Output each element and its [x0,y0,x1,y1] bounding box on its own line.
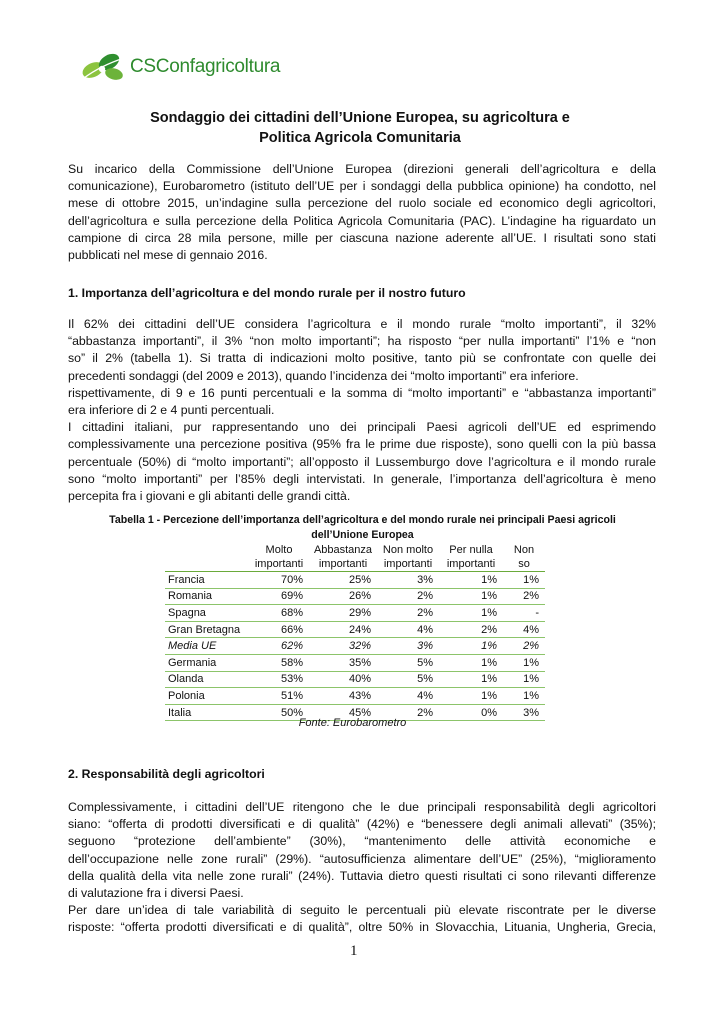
text-line: Il 62% dei cittadini dell’UE considera l’agricoltura e il mondo rurale “molto importanti”, il 32% [68,317,656,331]
leaf-logo-icon [80,50,128,84]
table-caption-line-2: dell’Unione Europea [311,529,414,541]
table-cell-value: 2% [377,588,439,605]
table-cell-value: 53% [249,671,309,688]
text-line: dell’occupazione nelle zone rurali” (29%). “autosufficienza alimentare dell’UE” (25%), “miglioramento [68,851,656,866]
perception-table [165,543,545,721]
text-line: percentuale (50%) di “molto importanti”; all’opposto il Lussemburgo dove l’agricoltura e il mondo rurale [68,454,656,469]
table-cell-value: 68% [249,605,309,622]
table-cell-country: Italia [165,704,249,721]
table-cell-value: 35% [309,654,377,671]
intro-paragraph [68,161,656,264]
section-2-heading: 2. Responsabilità degli agricoltori [68,767,265,781]
table-row [165,621,545,638]
table-cell-country: Gran Bretagna [165,621,249,638]
table-row [165,588,545,605]
table-row [165,671,545,688]
table-cell-value: 1% [439,688,503,705]
text-line: rispettivamente, di 9 e 16 punti percentuali e la somma di “molto importanti” e “abbastanza importanti” [68,385,656,400]
text-line: risposte: “offerta prodotti diversificati e di qualità”, oltre 50% in Slovacchia, Lituania, Ungheria, Grecia, [68,920,656,935]
text-line: Per dare un’idea di tale variabilità di seguito le percentuali più elevate riscontrate per le diverse [68,903,656,918]
table-cell-value: 40% [309,671,377,688]
table-cell-value: 4% [377,621,439,638]
table-cell-value: 45% [309,704,377,721]
table-row [165,654,545,671]
text-line: Su incarico della Commissione dell’Unione Europea (direzioni generali dell’agricoltura e della [68,162,656,176]
table-cell-value: 1% [439,572,503,589]
table-cell-value: 51% [249,688,309,705]
table-cell-value: - [503,605,545,622]
logo-text: CSConfagricoltura [130,56,281,77]
table-cell-value: 3% [377,572,439,589]
text-line: dell’agricoltura e sulla percezione della Politica Agricola Comunitaria (PAC). L’indagine ha riguardato un [68,213,656,228]
table-cell-value: 1% [503,654,545,671]
section-1-paragraph [68,316,656,505]
table-header-cell: Molto importanti [249,543,309,572]
table-cell-value: 2% [439,621,503,638]
title-line-2: Politica Agricola Comunitaria [259,130,461,146]
table-cell-value: 1% [439,605,503,622]
table-cell-country: Olanda [165,671,249,688]
table-cell-country: Romania [165,588,249,605]
table-header-cell: Non molto importanti [377,543,439,572]
table-cell-value: 29% [309,605,377,622]
text-line: mese di ottobre 2015, un’indagine sulla percezione del ruolo sociale ed economico degli agricoltori, [68,196,656,211]
table-cell-country: Spagna [165,605,249,622]
table-cell-value: 0% [439,704,503,721]
text-line: sono “molto importanti” per l’85% degli intervistati. In generale, l’importanza dell’agricoltura è meno [68,471,656,486]
table-row [165,572,545,589]
table-cell-value: 4% [377,688,439,705]
table-cell-value: 24% [309,621,377,638]
text-line: pubblicati nel mese di gennaio 2016. [68,247,268,262]
text-line: precedenti sondaggi (del 2009 e 2013), quando l’incidenza dei “molto importanti” era inferiore. [68,368,579,383]
text-line: so” il 2% (tabella 1). Si tratta di indicazioni molto positive, tanto più se confrontate con quelle dei [68,351,656,366]
table-cell-value: 1% [439,638,503,655]
text-line: di valutazione fra i diversi Paesi. [68,885,244,900]
text-line: “abbastanza importanti”, il 3% “non molto importanti”; ha risposto “per nulla importanti” l’1% e “non [68,334,656,349]
table-cell-value: 4% [503,621,545,638]
table-header-cell: Abbastanza importanti [309,543,377,572]
table-cell-value: 1% [503,572,545,589]
text-line: percepita fra i giovani e gli abitanti delle grandi città. [68,488,351,503]
table-cell-value: 1% [503,671,545,688]
table-cell-value: 2% [377,704,439,721]
section-1-heading: 1. Importanza dell’agricoltura e del mondo rurale per il nostro futuro [68,286,466,300]
table-cell-value: 1% [439,588,503,605]
table-cell-value: 26% [309,588,377,605]
table-header-cell: Per nulla importanti [439,543,503,572]
table-cell-value: 66% [249,621,309,638]
section-2-paragraph [68,799,656,937]
text-line: della qualità della vita nelle zone rurali” (24%). Tuttavia dietro questi risultati ci sono rilevanti differenze [68,868,656,883]
table-header-row [165,543,545,572]
logo [80,50,280,84]
text-line: siano: “offerta di prodotti diversificati e di qualità” (42%) e “benessere degli animali allevati” (35%); [68,817,656,832]
text-line: campione di circa 28 mila persone, mille per ciascuna nazione aderente all’UE. I risultati sono stati [68,230,656,245]
table-caption-line-1: Tabella 1 - Percezione dell’importanza dell’agricoltura e del mondo rurale nei principali Paesi agricoli [109,514,616,526]
text-line: complessivamente una percezione positiva (95% fra le prime due risposte), sono quelli con la più bassa [68,437,656,452]
table-cell-value: 1% [439,671,503,688]
table-cell-value: 50% [249,704,309,721]
table-row [165,688,545,705]
table-cell-value: 1% [503,688,545,705]
document-title [80,108,640,148]
table-cell-value: 62% [249,638,309,655]
table-cell-value: 43% [309,688,377,705]
table-header-country [165,543,249,572]
table-cell-value: 5% [377,654,439,671]
table-cell-value: 3% [377,638,439,655]
table-cell-value: 2% [503,638,545,655]
text-line: era inferiore di 2 e 4 punti percentuali. [68,402,275,417]
table-cell-value: 25% [309,572,377,589]
table-source: Fonte: Eurobarometro [298,717,407,729]
table-cell-value: 70% [249,572,309,589]
table-cell-country: Media UE [165,638,249,655]
text-line: I cittadini italiani, pur rappresentando uno dei principali Paesi agricoli dell’UE ed esprimendo [68,420,656,435]
table-row [165,638,545,655]
table-cell-value: 69% [249,588,309,605]
title-line-1: Sondaggio dei cittadini dell’Unione Europea, su agricoltura e [150,110,570,126]
table-row [165,605,545,622]
table-cell-value: 2% [503,588,545,605]
table-cell-country: Francia [165,572,249,589]
table-cell-country: Polonia [165,688,249,705]
page-number: 1 [350,943,358,959]
text-line: comunicazione), Eurobarometro (istituto dell’UE per i sondaggi della pubblica opinione) ha condotto, nel [68,179,656,194]
table-cell-value: 58% [249,654,309,671]
table-cell-country: Germania [165,654,249,671]
table-cell-value: 5% [377,671,439,688]
table-cell-value: 1% [439,654,503,671]
table-cell-value: 32% [309,638,377,655]
table-cell-value: 3% [503,704,545,721]
table-caption [90,513,635,543]
text-line: Complessivamente, i cittadini dell’UE ritengono che le due principali responsabilità degli agricoltori [68,800,656,814]
text-line: seguono “protezione dell’ambiente” (30%), “mantenimento delle attività economiche e [68,834,656,849]
table-header-cell: Non so [503,543,545,572]
table-body [165,572,545,721]
table-cell-value: 2% [377,605,439,622]
